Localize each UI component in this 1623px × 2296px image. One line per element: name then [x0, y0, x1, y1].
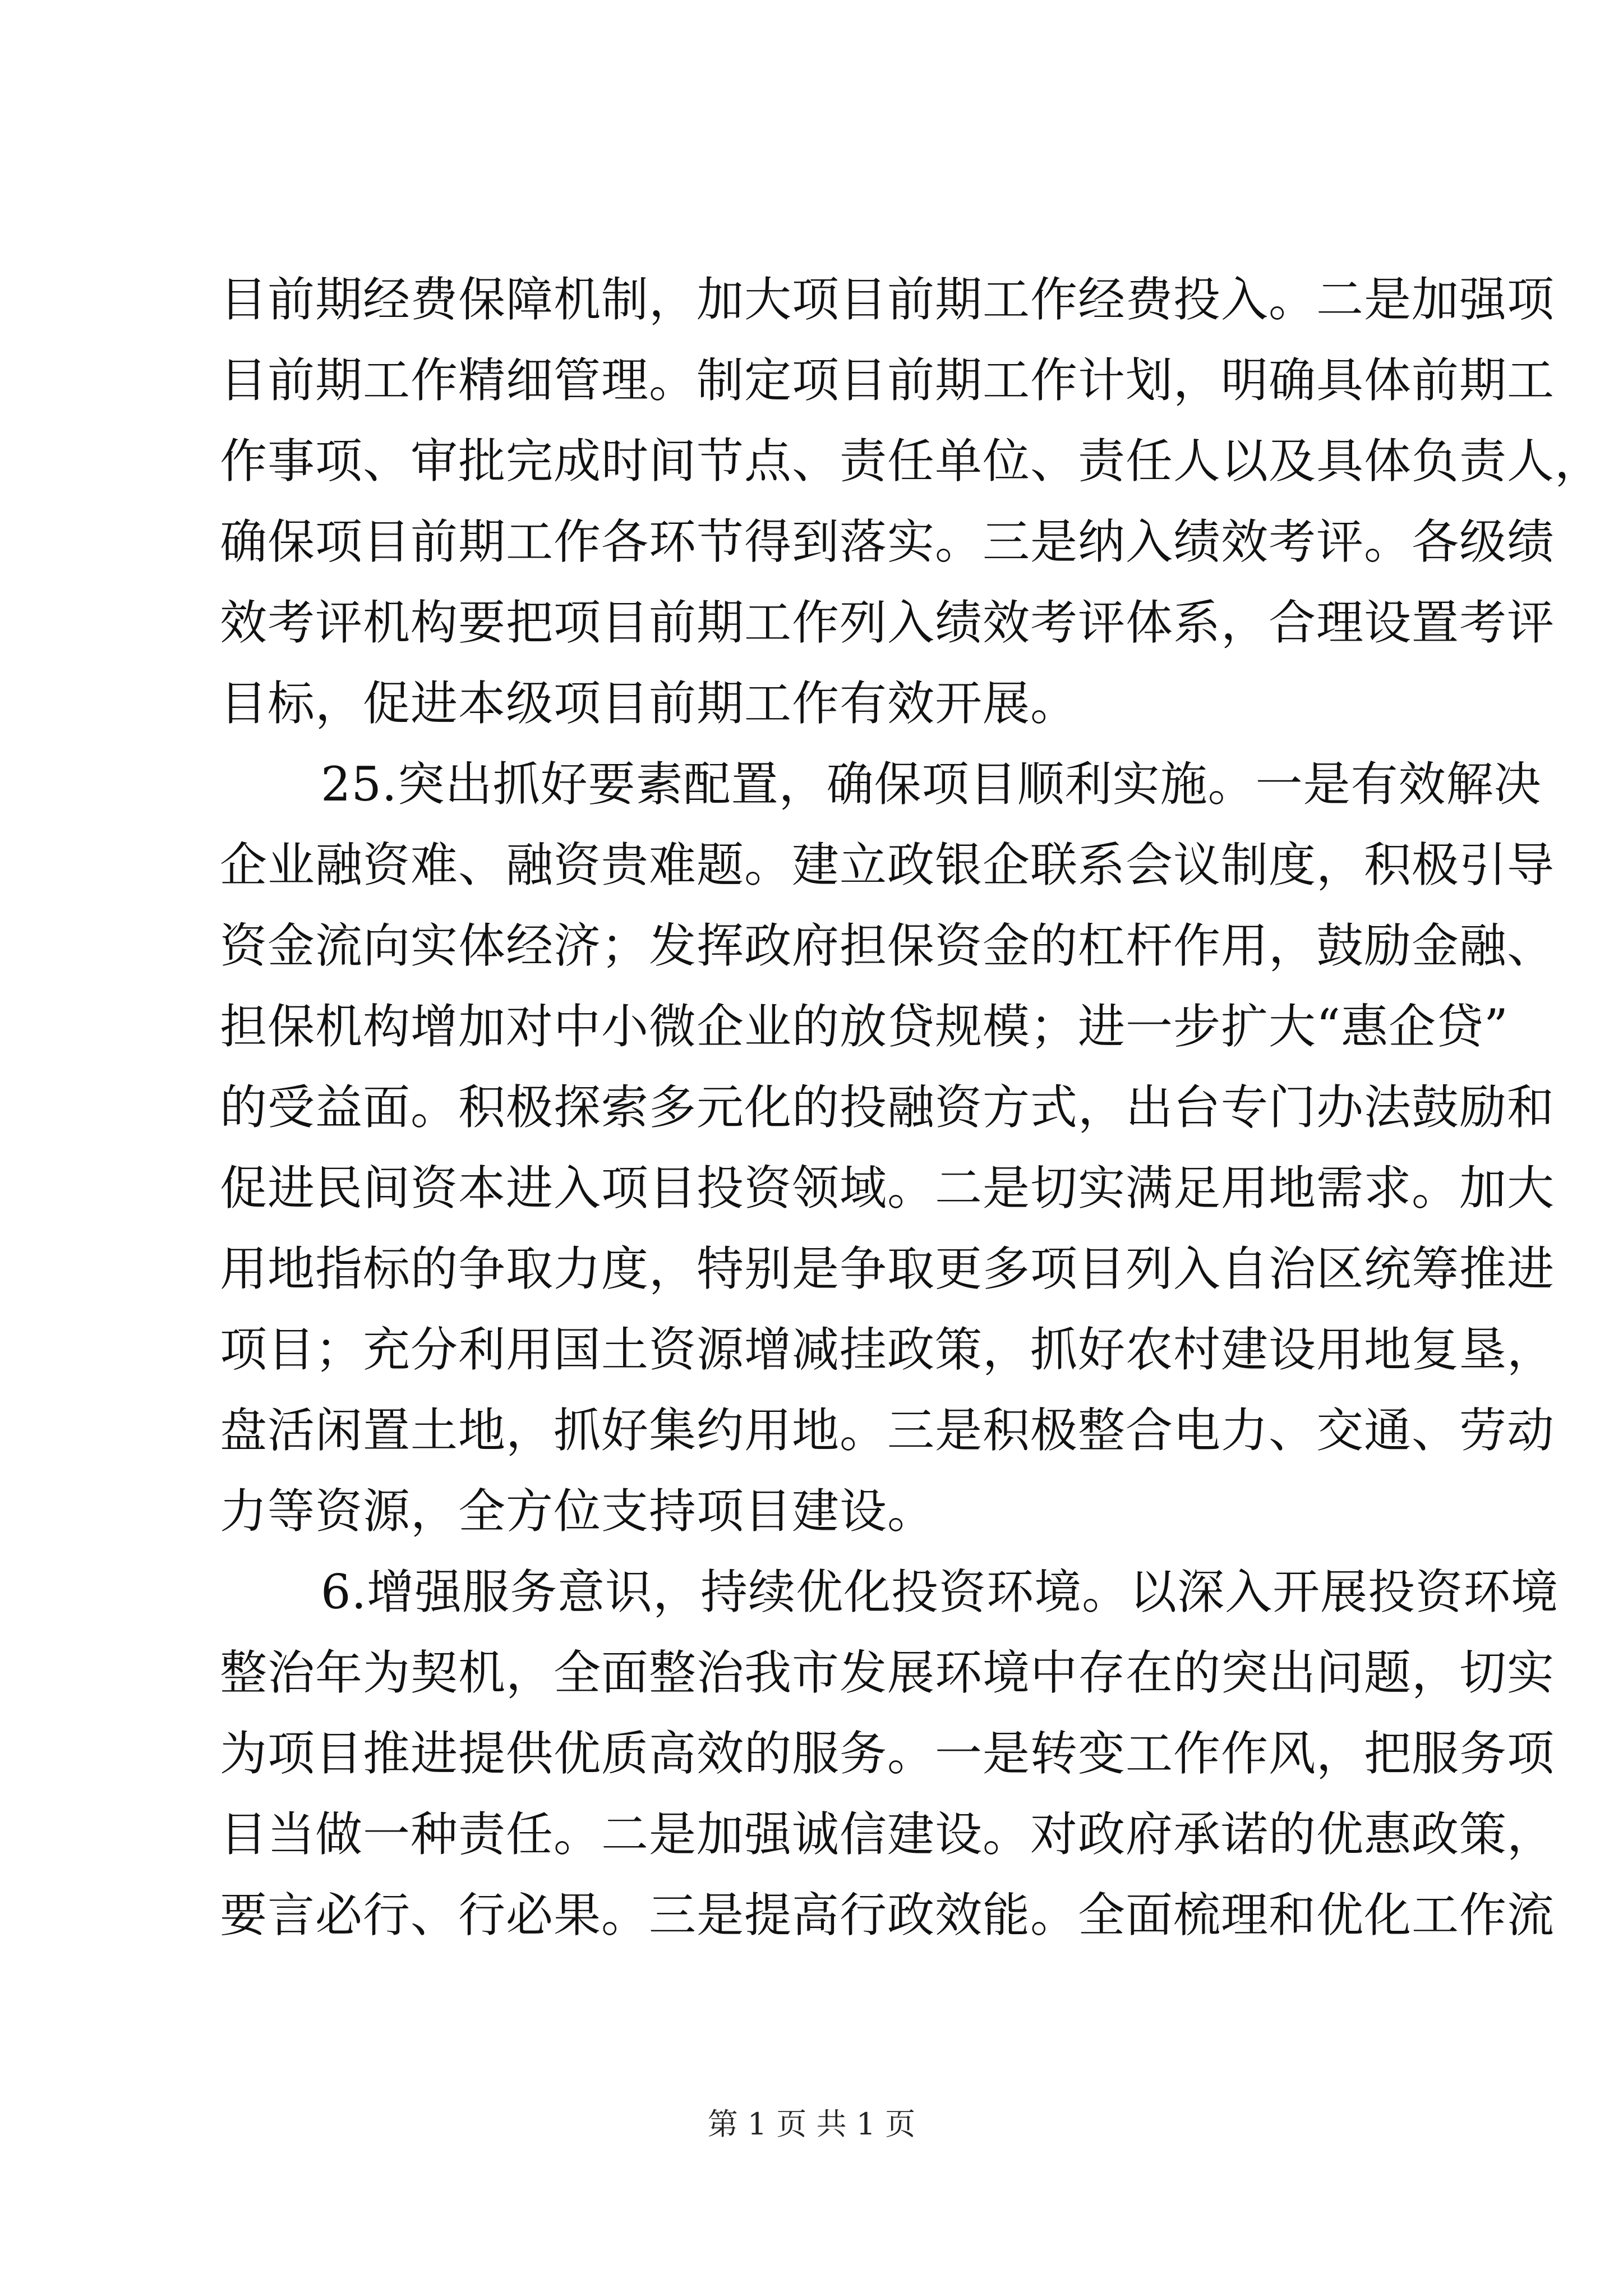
text-line: 整治年为契机，全面整治我市发展环境中存在的突出问题，切实: [220, 1645, 1555, 1700]
text-line: 资金流向实体经济；发挥政府担保资金的杠杆作用，鼓励金融、: [220, 918, 1555, 973]
text-line: 目当做一种责任。二是加强诚信建设。对政府承诺的优惠政策，: [220, 1807, 1555, 1862]
text-line: 为项目推进提供优质高效的服务。一是转变工作作风，把服务项: [220, 1726, 1555, 1781]
text-line: 25.突出抓好要素配置，确保项目顺利实施。一是有效解决: [321, 757, 1542, 812]
text-line: 的受益面。积极探索多元化的投融资方式，出台专门办法鼓励和: [220, 1080, 1555, 1135]
text-line: 目前期工作精细管理。制定项目前期工作计划，明确具体前期工: [220, 353, 1555, 408]
text-line: 促进民间资本进入项目投资领域。二是切实满足用地需求。加大: [220, 1161, 1555, 1216]
text-line: 担保机构增加对中小微企业的放贷规模；进一步扩大“惠企贷”: [220, 999, 1509, 1054]
page-footer: 第 1 页 共 1 页: [707, 2106, 916, 2142]
text-line: 确保项目前期工作各环节得到落实。三是纳入绩效考评。各级绩: [220, 514, 1555, 569]
text-line: 要言必行、行必果。三是提高行政效能。全面梳理和优化工作流: [220, 1888, 1555, 1943]
document-body: [220, 259, 1603, 1955]
text-line: 企业融资难、融资贵难题。建立政银企联系会议制度，积极引导: [220, 838, 1555, 892]
text-line: 目前期经费保障机制，加大项目前期工作经费投入。二是加强项: [220, 272, 1555, 327]
text-line: 项目；充分利用国土资源增减挂政策，抓好农村建设用地复垦，: [220, 1322, 1555, 1377]
text-line: 效考评机构要把项目前期工作列入绩效考评体系，合理设置考评: [220, 595, 1555, 650]
text-line: 6.增强服务意识，持续优化投资环境。以深入开展投资环境: [321, 1565, 1559, 1619]
text-line: 盘活闲置土地，抓好集约用地。三是积极整合电力、交通、劳动: [220, 1403, 1555, 1458]
text-line: 作事项、审批完成时间节点、责任单位、责任人以及具体负责人，: [220, 434, 1603, 489]
text-line: 用地指标的争取力度，特别是争取更多项目列入自治区统筹推进: [220, 1241, 1555, 1296]
text-line: 目标，促进本级项目前期工作有效开展。: [220, 676, 1078, 731]
text-line: 力等资源，全方位支持项目建设。: [220, 1484, 935, 1539]
